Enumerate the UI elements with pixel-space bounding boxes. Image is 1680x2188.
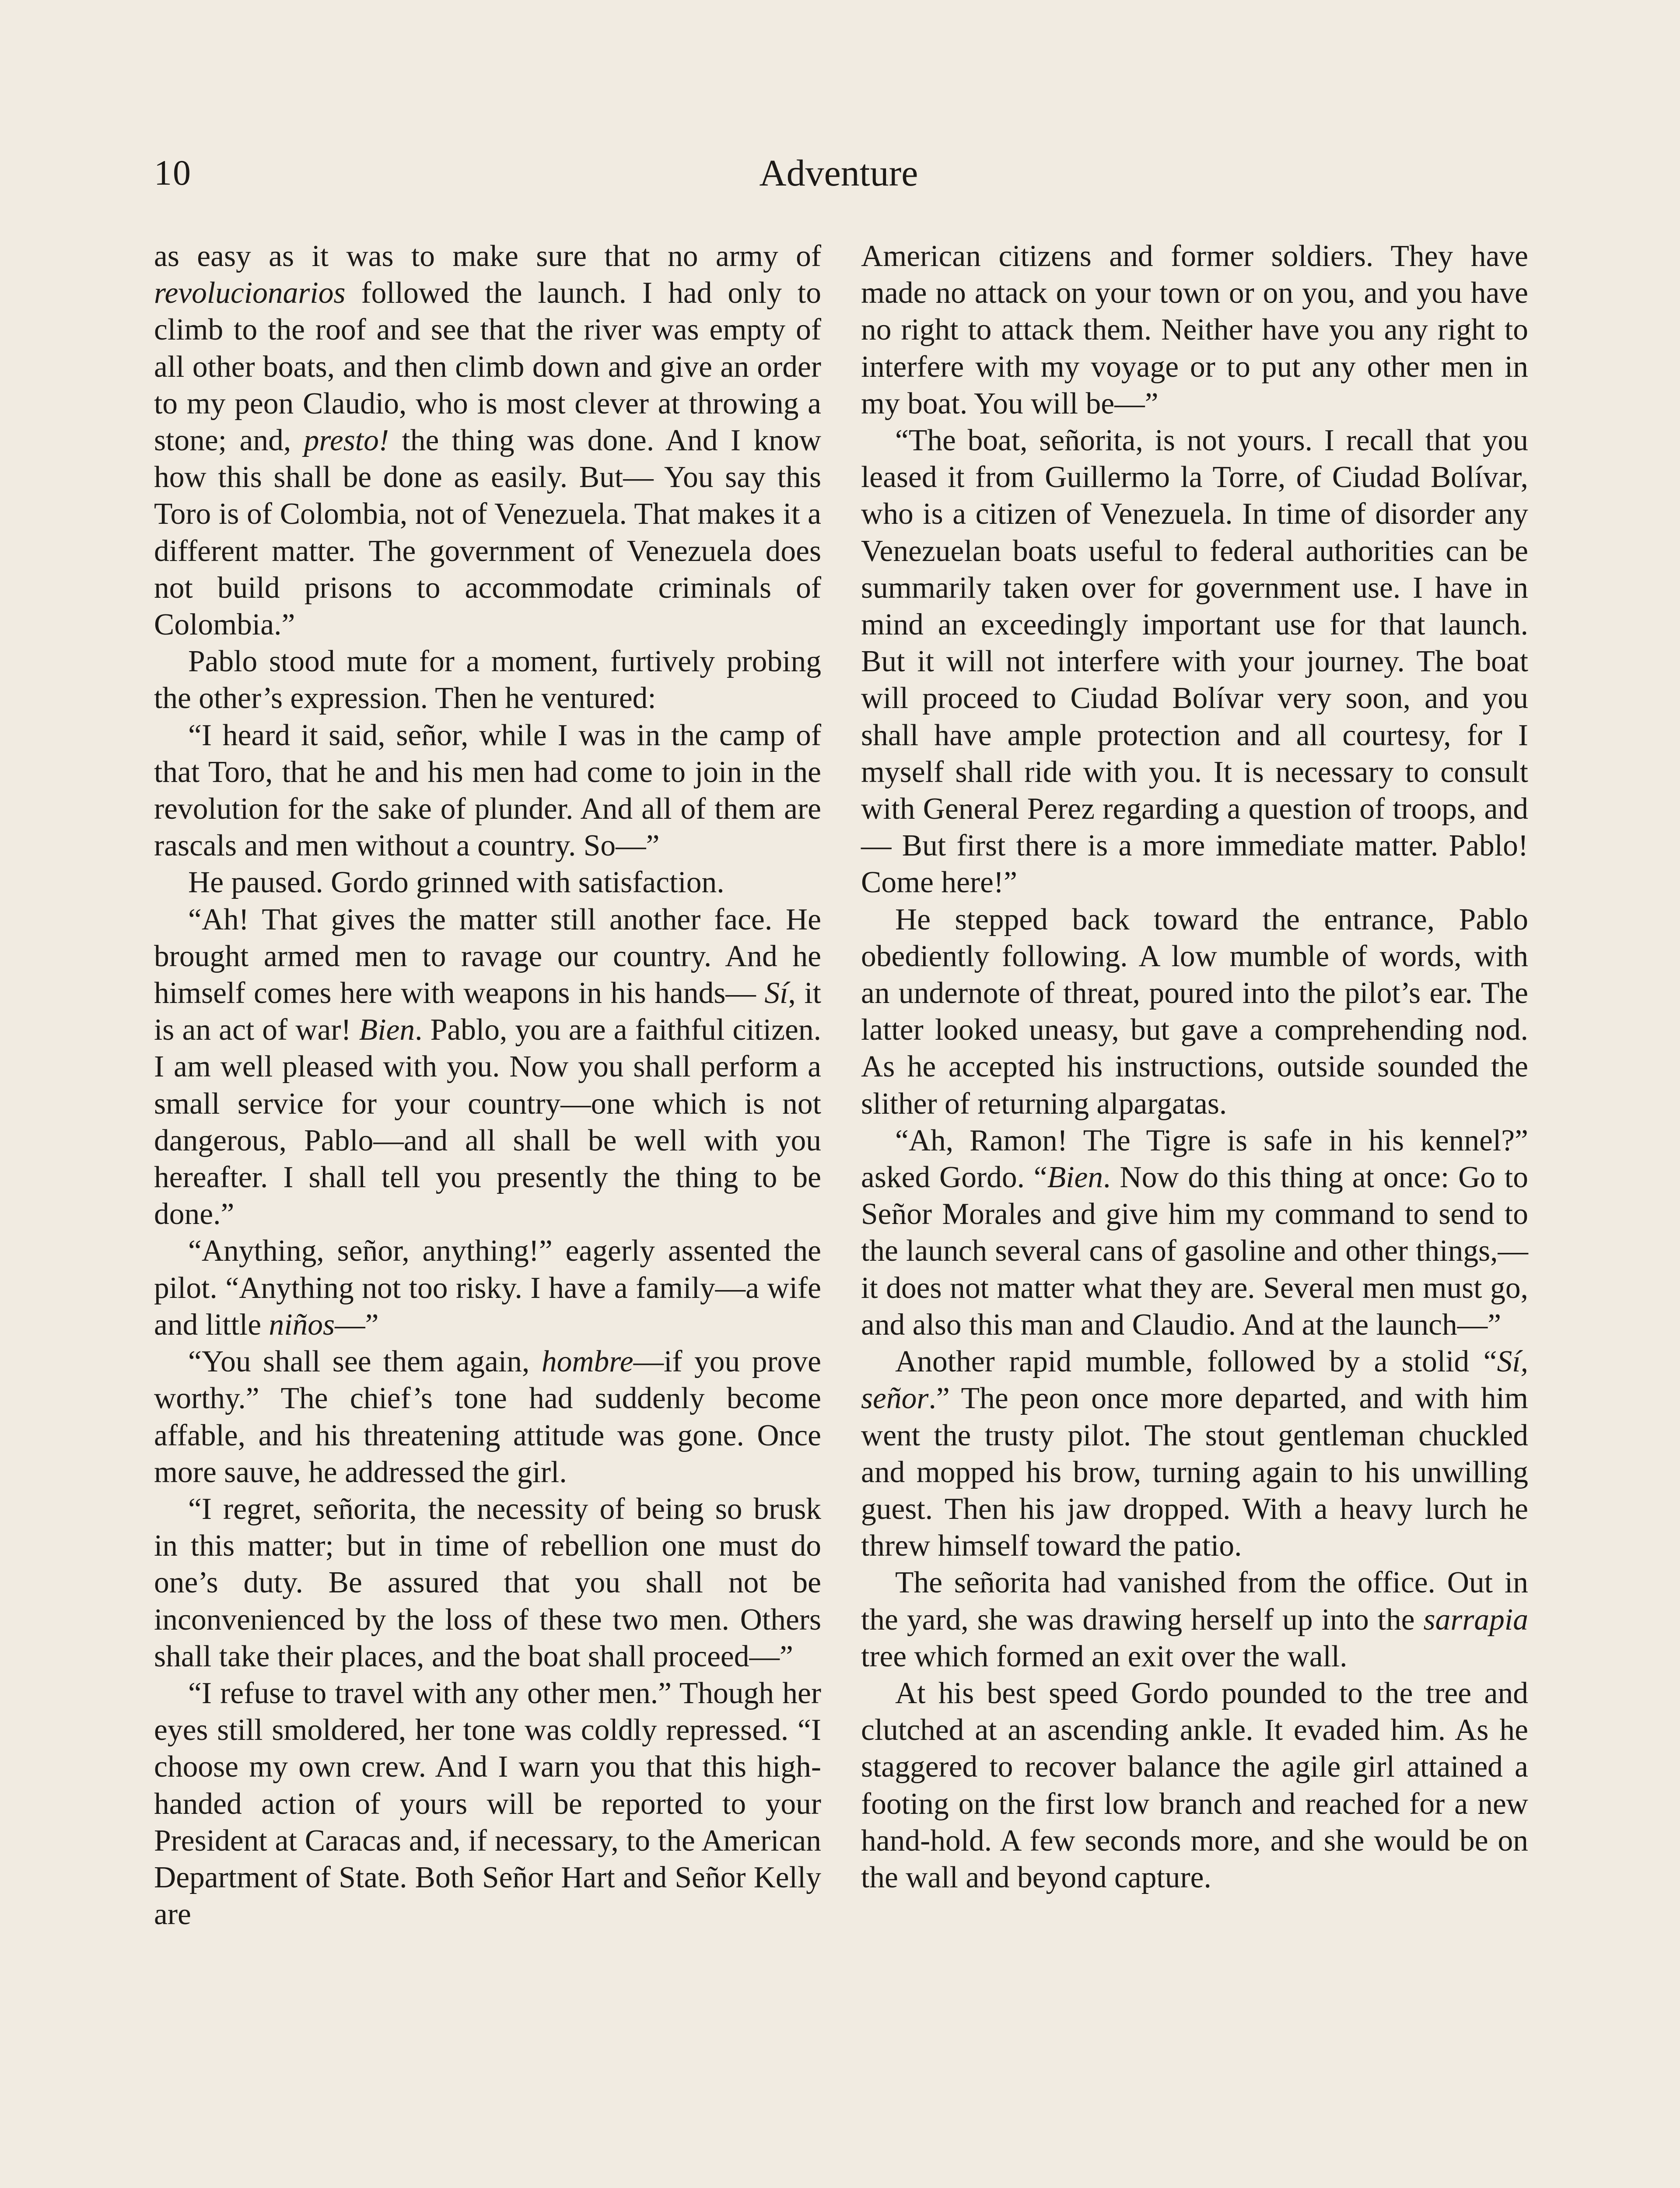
paragraph: He paused. Gordo grinned with satisfaction. — [188, 866, 724, 900]
running-header — [154, 144, 1523, 201]
left-text-column — [154, 238, 821, 1933]
paragraph: “I heard it said, señor, while I was in the camp of that Toro, that he and his men had come to join in the revolution for the sake of plunder. And all of them are rascals and men without a country. So—” — [154, 718, 821, 863]
paragraph: “I regret, señorita, the necessity of being so brusk in this matter; but in time of rebellion one must do one’s duty. Be assured that you shall not be inconvenienced by the loss of these two men. Others shall take their places, and the boat shall proceed—” — [154, 1492, 821, 1673]
paragraph: Pablo stood mute for a moment, furtively probing the other’s expression. Then he ventured: — [154, 645, 821, 715]
right-text-column — [861, 238, 1528, 1896]
paragraph: “Anything, señor, anything!” eagerly assented the pilot. “Anything not too risky. I have a family—a wife and little niños—” — [154, 1234, 821, 1342]
magazine-title: Adventure — [759, 152, 918, 194]
paragraph: American citizens and former soldiers. They have made no attack on your town or on you, and you have no right to attack them. Neither have you any right to interfere with my voyage or to put any other men in my boat. You will be—” — [861, 239, 1528, 421]
paragraph: Another rapid mumble, followed by a stolid “Sí, señor.” The peon once more departed, and with him went the trusty pilot. The stout gentleman chuckled and mopped his brow, turning again to his unwilling guest. Then his jaw dropped. With a heavy lurch he threw himself toward the patio. — [861, 1345, 1528, 1563]
paragraph: “You shall see them again, hombre—if you prove worthy.” The chief’s tone had suddenly become affable, and his threatening attitude was gone. Once more sauve, he addressed the girl. — [154, 1345, 821, 1489]
paragraph: “The boat, señorita, is not yours. I recall that you leased it from Guillermo la Torre, of Ciudad Bolívar, who is a citizen of Venezuela. In time of disorder any Venezuelan boats useful to federal authorities can be summarily taken over for government use. I have in mind an exceedingly important use for that launch. But it will not interfere with your journey. The boat will proceed to Ciudad Bolívar very soon, and you shall have ample protection and all courtesy, for I myself shall ride with you. It is necessary to consult with General Perez regarding a question of troops, and— But first there is a more immediate matter. Pablo! Come here!” — [861, 424, 1528, 900]
paragraph: The señorita had vanished from the office. Out in the yard, she was drawing herself up into the sarrapia tree which formed an exit over the wall. — [861, 1566, 1528, 1673]
paragraph: He stepped back toward the entrance, Pablo obediently following. A low mumble of words, with an undernote of threat, poured into the pilot’s ear. The latter looked uneasy, but gave a comprehending nod. As he accepted his instructions, outside sounded the slither of returning alpargatas. — [861, 902, 1528, 1121]
paragraph: “Ah! That gives the matter still another face. He brought armed men to ravage our country. And he himself comes here with weapons in his hands— Sí, it is an act of war! Bien. Pablo, you are a faithful citizen. I am well pleased with you. Now you shall perform a small service for your country—one which is not dangerous, Pablo—and all shall be well with you hereafter. I shall tell you presently the thing to be done.” — [154, 902, 821, 1231]
paragraph: At his best speed Gordo pounded to the tree and clutched at an ascending ankle. It evaded him. As he staggered to recover balance the agile girl attained a footing on the first low branch and reached for a new hand-hold. A few seconds more, and she would be on the wall and beyond capture. — [861, 1676, 1528, 1894]
page-number: 10 — [154, 153, 192, 193]
paragraph: “I refuse to travel with any other men.” Though her eyes still smoldered, her tone was coldly repressed. “I choose my own crew. And I warn you that this high-handed action of yours will be reported to your President at Caracas and, if necessary, to the American Department of State. Both Señor Hart and Señor Kelly are — [154, 1676, 821, 1932]
paragraph: as easy as it was to make sure that no army of revolucionarios followed the launch. I had only to climb to the roof and see that the river was empty of all other boats, and then climb down and give an order to my peon Claudio, who is most clever at throwing a stone; and, presto! the thing was done. And I know how this shall be done as easily. But— You say this Toro is of Colombia, not of Venezuela. That makes it a different matter. The government of Venezuela does not build prisons to accommodate criminals of Colombia.” — [154, 239, 821, 642]
paragraph: “Ah, Ramon! The Tigre is safe in his kennel?” asked Gordo. “Bien. Now do this thing at once: Go to Señor Morales and give him my command to send to the launch several cans of gasoline and other things,—it does not matter what they are. Several men must go, and also this man and Claudio. And at the launch—” — [861, 1123, 1528, 1342]
